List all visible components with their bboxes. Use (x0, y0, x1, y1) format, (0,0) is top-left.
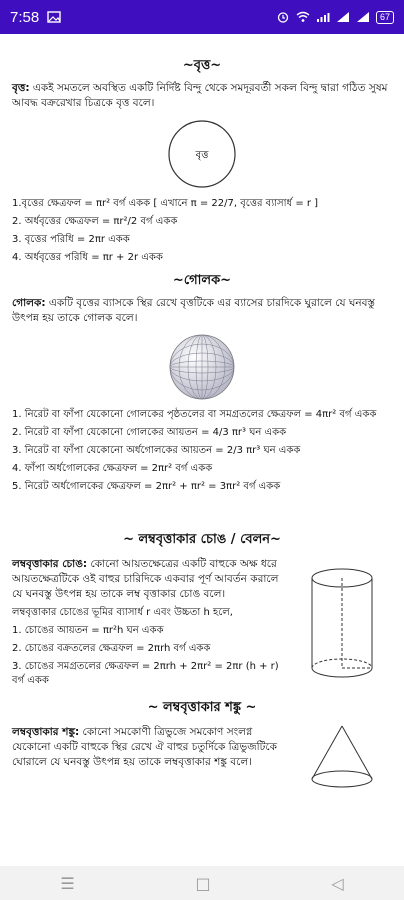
signal-icon-2 (356, 11, 370, 23)
status-right (276, 11, 394, 24)
circle-figure (12, 117, 392, 191)
cylinder-formula-3: 3. চোঙের সমগ্রতলের ক্ষেত্রফল = 2πrh + 2πr² = 2πr (h + r) বর্গ একক (12, 661, 279, 686)
cone-section (12, 723, 392, 793)
cone-heading: ~ লম্ববৃত্তাকার শঙ্কু ~ (147, 700, 257, 715)
recent-apps-button[interactable]: ☰ (60, 873, 75, 893)
cylinder-figure (292, 555, 392, 692)
cone-figure (292, 723, 392, 793)
battery-indicator (376, 11, 394, 24)
circle-definition (12, 81, 392, 111)
cylinder-definition (12, 557, 286, 602)
cone-definition (12, 725, 286, 770)
sphere-definition-text: একটি বৃত্তের ব্যাসকে স্থির রেখে বৃত্তটিকে এর ব্যাসের চারদিকে ঘুরালে যে ঘনবস্তু উৎপন্ন হয় তাকে গোলক বলে। (12, 297, 375, 324)
sphere-formula-3: 3. নিরেট বা ফাঁপা যেকোনো অর্ধগোলকের আয়তন = 2/3 πr³ ঘন একক (12, 445, 301, 456)
battery-level: 67 (379, 11, 390, 22)
circle-formula-2: 2. অর্ধবৃত্তের ক্ষেত্রফল = πr²/2 বর্গ একক (12, 216, 178, 227)
sphere-heading: ~গোলক~ (172, 273, 232, 288)
cylinder-definition-text: কোনো আয়তক্ষেত্রের একটি বাহুকে অক্ষ ধরে আয়তক্ষেত্রটিকে ওই বাহুর চারিদিকে একবার পূর্ণ আবর্তন করালে যে ঘনবস্তু উৎপন্ন হয় তাকে লম্ব বৃত্তাকার চোঙ বলে। (12, 558, 279, 600)
sphere-figure (12, 332, 392, 402)
status-bar (0, 0, 404, 34)
volte-signal-icon (316, 11, 330, 23)
section-spacer (12, 498, 392, 524)
sphere-formula-2: 2. নিরেট বা ফাঁপা যেকোনো গোলকের আয়তন = 4/3 πr³ ঘন একক (12, 427, 287, 438)
home-button[interactable]: □ (195, 873, 211, 893)
cylinder-section (12, 555, 392, 692)
sphere-formula-5: 5. নিরেট অর্ধগোলকের ক্ষেত্রফল = 2πr² + πr² = 3πr² বর্গ একক (12, 481, 281, 492)
sphere-diagram (167, 332, 237, 402)
cone-text (12, 723, 286, 793)
cylinder-intro: লম্ববৃত্তাকার চোঙের ভূমির ব্যাসার্ধ r এবং উচ্চতা h হলে, (12, 607, 233, 618)
circle-formula-4: 4. অর্ধবৃত্তের পরিধি = πr + 2r একক (12, 252, 163, 263)
cylinder-text (12, 555, 286, 692)
status-left (10, 9, 61, 26)
cylinder-definition-label: লম্ববৃত্তাকার চোঙ: (12, 558, 88, 570)
sphere-formula-1: 1. নিরেট বা ফাঁপা যেকোনো গোলকের পৃষ্ঠতলের বা সমগ্রতলের ক্ষেত্রফল = 4πr² বর্গ একক (12, 409, 377, 420)
circle-diagram (165, 117, 239, 191)
circle-formula-3: 3. বৃত্তের পরিধি = 2πr একক (12, 234, 130, 245)
article-content[interactable] (0, 34, 404, 866)
cylinder-formula-2: 2. চোঙের বক্রতলের ক্ষেত্রফল = 2πrh বর্গ একক (12, 643, 211, 654)
sphere-definition (12, 296, 392, 326)
circle-figure-label: বৃত্ত (195, 150, 209, 161)
navigation-bar (0, 866, 404, 900)
circle-definition-text: একই সমতলে অবস্থিত একটি নির্দিষ্ট বিন্দু থেকে সমদূরবর্তী সকল বিন্দু দ্বারা গঠিত সুষম আবদ্ধ বক্ররেখার চিত্রকে বৃত্ত বলে। (12, 82, 388, 109)
cone-diagram (302, 723, 382, 793)
signal-icon (336, 11, 350, 23)
cylinder-formula-1: 1. চোঙের আয়তন = πr²h ঘন একক (12, 625, 164, 636)
circle-formula-1: 1.বৃত্তের ক্ষেত্রফল = πr² বর্গ একক [ এখানে π = 22/7, বৃত্তের ব্যাসার্ধ = r ] (12, 198, 319, 209)
sphere-definition-label: গোলক: (12, 297, 46, 309)
gallery-icon (47, 11, 61, 23)
cone-definition-label: লম্ববৃত্তাকার শঙ্কু: (12, 726, 80, 738)
cylinder-heading: ~ লম্ববৃত্তাকার চোঙ / বেলন~ (123, 532, 281, 547)
sphere-formula-4: 4. ফাঁপা অর্ধগোলকের ক্ষেত্রফল = 2πr² বর্গ একক (12, 463, 213, 474)
cone-definition-text: কোনো সমকোণী ত্রিভুজে সমকোণ সংলগ্ন যেকোনো একটি বাহুকে স্থির রেখে ঐ বাহুর চতুর্দিকে ত্রিভুজটিকে ঘোরালে যে ঘনবস্তু উৎপন্ন হয় তাকে লম্ববৃত্তাকার শঙ্কু বলে। (12, 726, 277, 768)
status-time: 7:58 (10, 8, 40, 26)
cylinder-diagram (302, 564, 382, 684)
wifi-icon (296, 11, 310, 23)
back-button[interactable]: ◁ (331, 873, 344, 893)
circle-definition-label: বৃত্ত: (12, 82, 30, 94)
alarm-icon (276, 11, 290, 23)
circle-heading: ~বৃত্ত~ (182, 58, 222, 73)
